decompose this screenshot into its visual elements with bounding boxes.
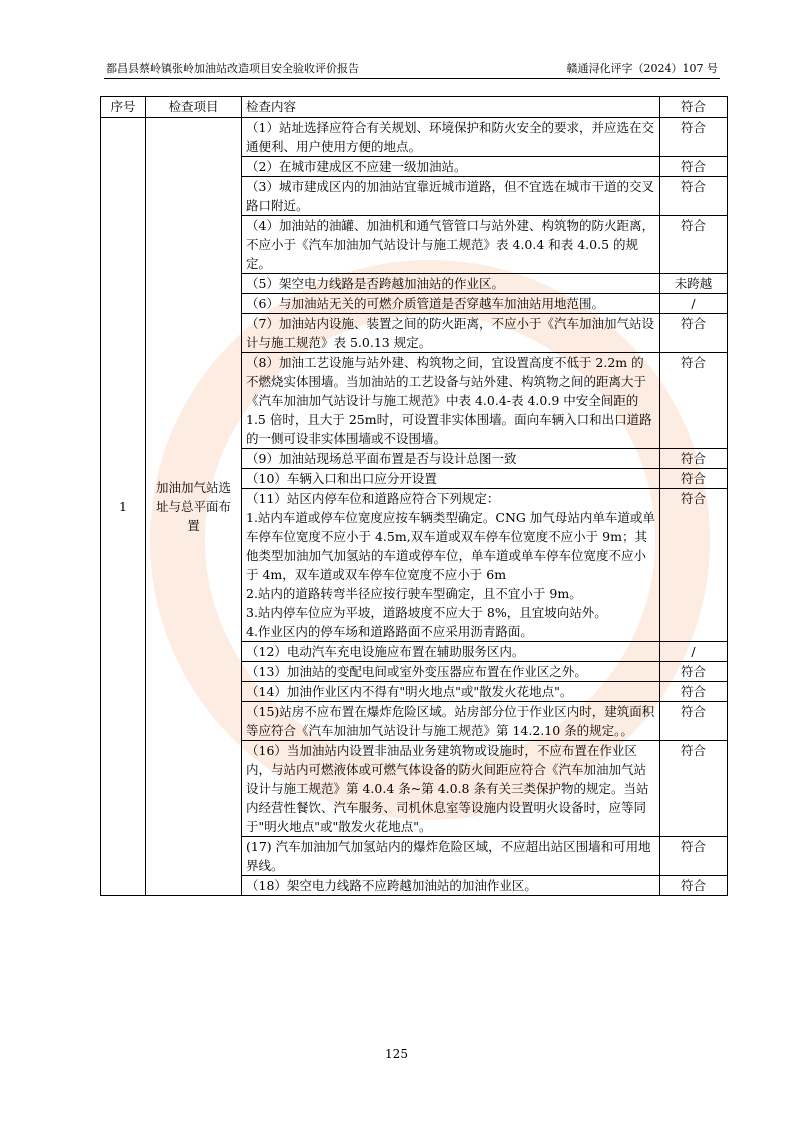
inspection-result: / bbox=[660, 642, 728, 662]
inspection-result: 符合 bbox=[660, 876, 728, 896]
inspection-result: 符合 bbox=[660, 449, 728, 469]
inspection-content: （10）车辆入口和出口应分开设置 bbox=[242, 469, 660, 489]
table-header-row bbox=[101, 97, 728, 118]
inspection-content: （15)站房不应布置在爆炸危险区域。站房部分位于作业区内时，建筑面积等应符合《汽车加油加气站设计与施工规范》第 14.2.10 条的规定。。 bbox=[242, 702, 660, 741]
inspection-content: （18）架空电力线路不应跨越加油站的加油作业区。 bbox=[242, 876, 660, 896]
inspection-content: （16）当加油站内设置非油品业务建筑物或设施时，不应布置在作业区内，与站内可燃液体或可燃气体设备的防火间距应符合《汽车加油加气站设计与施工规范》第 4.0.4 条~第 4.0.8 条有关三类保护物的规定。当站内经营性餐饮、汽车服务、司机休息室等设施内设置明火设备时，应等同于"明火地点"或"散发火花地点"。 bbox=[242, 741, 660, 837]
inspection-result: 符合 bbox=[660, 469, 728, 489]
inspection-content: （14）加油作业区内不得有"明火地点"或"散发火花地点"。 bbox=[242, 682, 660, 702]
inspection-result: 符合 bbox=[660, 682, 728, 702]
page-number: 125 bbox=[385, 1047, 408, 1061]
inspection-result: 符合 bbox=[660, 837, 728, 876]
inspection-result: 符合 bbox=[660, 662, 728, 682]
inspection-content: （11）站区内停车位和道路应符合下列规定： 1.站内车道或停车位宽度应按车辆类型确定。CNG 加气母站内单车道或单车停车位宽度不应小于 4.5m,双车道或双车停车位宽度不应小于 9m；其他类型加油加气加氢站的车道或停车位，单车道或单车停车位宽度不应小于 4m，双车道或双车停车位宽度不应小于 6m 2.站内的道路转弯半径应按行驶车型确定，且不宜小于 9m。 3.站内停车位应为平坡，道路坡度不应大于 8%，且宜坡向站外。 4.作业区内的停车场和道路路面不应采用沥青路面。 bbox=[242, 489, 660, 642]
inspection-result: 符合 bbox=[660, 177, 728, 216]
inspection-result: 符合 bbox=[660, 118, 728, 157]
inspection-content: （8）加油工艺设施与站外建、构筑物之间，宜设置高度不低于 2.2m 的不燃烧实体围墙。当加油站的工艺设备与站外建、构筑物之间的距离大于《汽车加油加气站设计与施工规范》中表 4.0.4-表 4.0.9 中安全间距的 1.5 倍时，且大于 25m时，可设置非实体围墙。面向车辆入口和出口道路的一侧可设非实体围墙或不设围墙。 bbox=[242, 353, 660, 449]
inspection-content: （2）在城市建成区不应建一级加油站。 bbox=[242, 157, 660, 177]
inspection-result: 符合 bbox=[660, 216, 728, 274]
inspection-content: （7）加油站内设施、装置之间的防火距离，不应小于《汽车加油加气站设计与施工规范》表 5.0.13 规定。 bbox=[242, 314, 660, 353]
inspection-content: （3）城市建成区内的加油站宜靠近城市道路，但不宜选在城市干道的交叉路口附近。 bbox=[242, 177, 660, 216]
inspection-content: （5）架空电力线路是否跨越加油站的作业区。 bbox=[242, 274, 660, 294]
col-header-content: 检查内容 bbox=[242, 97, 660, 118]
col-header-item: 检查项目 bbox=[146, 97, 242, 118]
row-number: 1 bbox=[101, 118, 146, 896]
col-header-result: 符合 bbox=[660, 97, 728, 118]
inspection-result: 未跨越 bbox=[660, 274, 728, 294]
page-header bbox=[106, 60, 718, 76]
header-rule bbox=[104, 78, 720, 79]
inspection-content: （12）电动汽车充电设施应布置在辅助服务区内。 bbox=[242, 642, 660, 662]
inspection-result: 符合 bbox=[660, 353, 728, 449]
inspection-content: (17) 汽车加油加气加氢站内的爆炸危险区域，不应超出站区围墙和可用地界线。 bbox=[242, 837, 660, 876]
inspection-content: （6）与加油站无关的可燃介质管道是否穿越车加油站用地范围。 bbox=[242, 294, 660, 314]
inspection-result: 符合 bbox=[660, 702, 728, 741]
inspection-content: （1）站址选择应符合有关规划、环境保护和防火安全的要求，并应选在交通便利、用户使用方便的地点。 bbox=[242, 118, 660, 157]
inspection-content: （13）加油站的变配电间或室外变压器应布置在作业区之外。 bbox=[242, 662, 660, 682]
inspection-item: 加油加气站选址与总平面布置 bbox=[146, 118, 242, 896]
inspection-result: 符合 bbox=[660, 314, 728, 353]
inspection-result: / bbox=[660, 294, 728, 314]
inspection-table bbox=[100, 96, 728, 896]
col-header-num: 序号 bbox=[101, 97, 146, 118]
inspection-result: 符合 bbox=[660, 489, 728, 642]
inspection-content: （4）加油站的油罐、加油机和通气管管口与站外建、构筑物的防火距离，不应小于《汽车加油加气站设计与施工规范》表 4.0.4 和表 4.0.5 的规定。 bbox=[242, 216, 660, 274]
inspection-result: 符合 bbox=[660, 741, 728, 837]
inspection-content: （9）加油站现场总平面布置是否与设计总图一致 bbox=[242, 449, 660, 469]
inspection-result: 符合 bbox=[660, 157, 728, 177]
report-number: 赣通浔化评字（2024）107 号 bbox=[566, 62, 718, 75]
report-title: 都昌县蔡岭镇张岭加油站改造项目安全验收评价报告 bbox=[106, 62, 359, 75]
table-row bbox=[101, 118, 728, 157]
